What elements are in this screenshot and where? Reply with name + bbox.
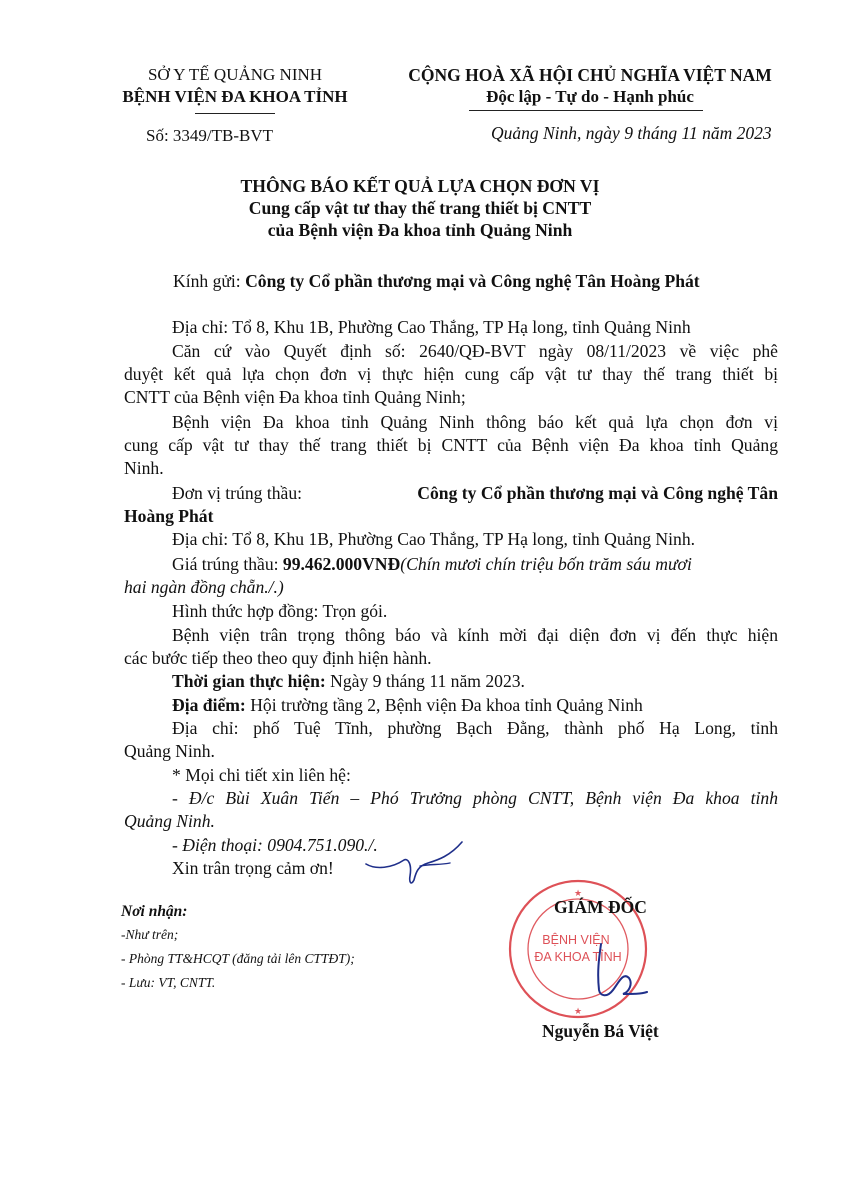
contact-person-1: - Đ/c Bùi Xuân Tiến – Phó Trưởng phòng CNTT, Bệnh viện Đa khoa tỉnh [172,788,778,808]
recipient-line [173,270,700,292]
winner-name-part-1: Công ty Cổ phần thương mại và Công nghệ Tân [417,483,778,503]
winner-name-part-2: Hoàng Phát [124,506,214,526]
recipient-item: - Phòng TT&HCQT (đăng tải lên CTTĐT); [121,951,355,966]
venue-address-2: Quảng Ninh. [124,741,215,761]
basis-line-3: CNTT của Bệnh viện Đa khoa tỉnh Quảng Ninh; [124,387,466,407]
hospital-name: BỆNH VIỆN ĐA KHOA TỈNH [122,87,348,106]
thanks-line: Xin trân trọng cảm ơn! [172,858,334,878]
svg-text:★: ★ [573,888,583,898]
time-line [172,670,525,692]
price-words-1: (Chín mươi chín triệu bốn trăm sáu mươi [400,554,692,574]
header-right [385,64,795,108]
venue-value: Hội trường tầng 2, Bệnh viện Đa khoa tỉnh Quảng Ninh [245,695,643,715]
document-number: Số: 3349/TB-BVT [146,126,274,145]
signer-name: Nguyễn Bá Việt [542,1021,659,1041]
svg-text:ĐA KHOA TỈNH: ĐA KHOA TỈNH [534,950,622,964]
motto-underline [469,110,703,111]
recipient-item: -Như trên; [121,927,179,942]
invite-line-2: các bước tiếp theo theo quy định hiện hành. [124,648,432,668]
title-line-3: của Bệnh viện Đa khoa tỉnh Quảng Ninh [267,220,573,240]
place-date: Quảng Ninh, ngày 9 tháng 11 năm 2023 [491,123,772,143]
hospital-underline [195,113,275,114]
notice-line-2: cung cấp vật tư thay thế trang thiết bị CNTT của Bệnh viện Đa khoa tỉnh Quảng [124,435,778,455]
price-words-2: hai ngàn đồng chẵn./.) [124,577,284,597]
svg-text:★: ★ [573,1006,583,1016]
winner-line-1 [172,482,778,504]
signer-position: GIÁM ĐỐC [554,897,647,917]
recipients-block [121,901,355,993]
time-value: Ngày 9 tháng 11 năm 2023. [325,671,525,691]
contract-form: Hình thức hợp đồng: Trọn gói. [172,601,388,621]
price-line-1 [172,553,692,575]
country-name: CỘNG HOÀ XÃ HỘI CHỦ NGHĨA VIỆT NAM [408,65,772,85]
price-label: Giá trúng thầu: [172,554,283,574]
contact-phone: - Điện thoại: 0904.751.090./. [172,835,378,855]
address-2: Địa chỉ: Tổ 8, Khu 1B, Phường Cao Thắng, TP Hạ long, tỉnh Quảng Ninh. [172,529,696,549]
basis-line-1: Căn cứ vào Quyết định số: 2640/QĐ-BVT ngày 08/11/2023 về việc phê [172,341,778,361]
header-left [90,64,380,108]
basis-line-2: duyệt kết quả lựa chọn đơn vị thực hiện cung cấp vật tư thay thế trang thiết bị [124,364,778,384]
venue-address-1: Địa chỉ: phố Tuệ Tĩnh, phường Bạch Đằng, thành phố Hạ Long, tỉnh [172,718,778,738]
document-title [120,175,720,241]
recipient-item: - Lưu: VT, CNTT. [121,975,216,990]
winner-label: Đơn vị trúng thầu: [172,483,303,503]
title-line-2: Cung cấp vật tư thay thế trang thiết bị CNTT [248,198,592,218]
recipient-name: Công ty Cổ phần thương mại và Công nghệ Tân Hoàng Phát [245,271,700,291]
time-label: Thời gian thực hiện: [172,671,326,691]
notice-line-3: Ninh. [124,458,164,478]
national-motto: Độc lập - Tự do - Hạnh phúc [486,87,694,106]
notice-line-1: Bệnh viện Đa khoa tỉnh Quảng Ninh thông báo kết quả lựa chọn đơn vị [172,412,778,432]
contact-heading: * Mọi chi tiết xin liên hệ: [172,765,351,785]
recipient-label: Kính gửi: [173,271,246,291]
recipients-heading: Nơi nhận: [121,903,188,920]
agency-name: SỞ Y TẾ QUẢNG NINH [147,65,323,84]
address-1: Địa chỉ: Tổ 8, Khu 1B, Phường Cao Thắng, TP Hạ long, tỉnh Quảng Ninh [172,317,691,337]
initial-signature-mark [358,836,468,896]
venue-line [172,694,643,716]
venue-label: Địa điểm: [172,695,246,715]
title-line-1: THÔNG BÁO KẾT QUẢ LỰA CHỌN ĐƠN VỊ [240,176,600,196]
contact-person-2: Quảng Ninh. [124,811,215,831]
svg-text:BỆNH VIỆN: BỆNH VIỆN [542,933,610,947]
director-signature [583,938,653,1008]
invite-line-1: Bệnh viện trân trọng thông báo và kính mời đại diện đơn vị đến thực hiện [172,625,778,645]
price-value: 99.462.000VNĐ [282,554,401,574]
